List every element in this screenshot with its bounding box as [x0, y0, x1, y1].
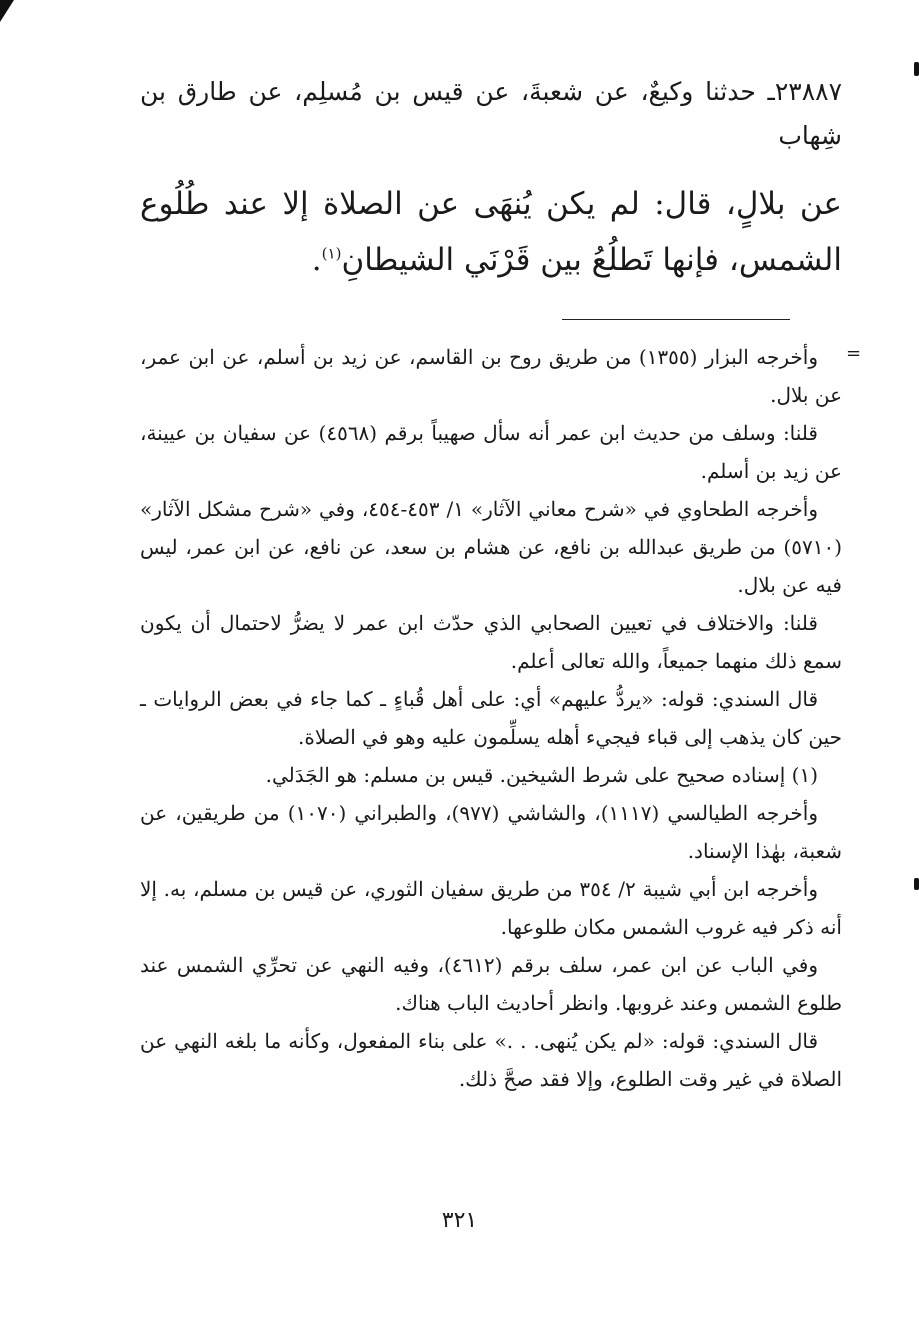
footnote-continuation-mark: = [846, 343, 862, 364]
footnote-paragraph: (١) إسناده صحيح على شرط الشيخين. قيس بن مسلم: هو الجَدَلي. [265, 763, 818, 787]
page-number: ٣٢١ [441, 1208, 478, 1233]
hadith-text [140, 176, 842, 288]
footnote-paragraph: وأخرجه ابن أبي شيبة ٢/ ٣٥٤ من طريق سفيان الثوري، عن قيس بن مسلم، به. إلا أنه ذكر فيه غروب الشمس مكان طلوعها. [140, 877, 842, 939]
footnotes [140, 338, 842, 1098]
footnote-paragraph: قلنا: والاختلاف في تعيين الصحابي الذي حدّث ابن عمر لا يضرُّ لاحتمال أن يكون سمع ذلك منهما جميعاً، والله تعالى أعلم. [140, 611, 842, 673]
hadith-matn-text: عن بلالٍ، قال: لم يكن يُنهَى عن الصلاة إلا عند طُلُوع الشمس، فإنها تَطلُعُ بين قَرْنَي الشيطانِ [140, 186, 842, 278]
footnote-paragraph: وفي الباب عن ابن عمر، سلف برقم (٤٦١٢)، وفيه النهي عن تحرِّي الشمس عند طلوع الشمس وعند غروبها. وانظر أحاديث الباب هناك. [140, 953, 842, 1015]
footnote-reference: (١) [321, 244, 342, 263]
footnote-paragraph: قال السندي: قوله: «لم يكن يُنهى. . .» على بناء المفعول، وكأنه ما بلغه النهي عن الصلاة في غير وقت الطلوع، وإلا فقد صحَّ ذلك. [140, 1029, 842, 1091]
footnote-paragraph: قال السندي: قوله: «يردُّ عليهم» أي: على أهل قُباءٍ ـ كما جاء في بعض الروايات ـ حين كان يذهب إلى قباء فيجيء أهله يسلِّمون عليه وهو في الصلاة. [140, 687, 842, 749]
footnote-separator [562, 319, 790, 320]
edge-scan-mark [914, 878, 919, 890]
footnote-paragraph: وأخرجه الطحاوي في «شرح معاني الآثار» ١/ ٤٥٣-٤٥٤، وفي «شرح مشكل الآثار» (٥٧١٠) من طريق عبدالله بن نافع، عن هشام بن سعد، عن نافع، عن ابن عمر، ليس فيه عن بلال. [140, 497, 842, 597]
footnote-paragraph: قلنا: وسلف من حديث ابن عمر أنه سأل صهيباً برقم (٤٥٦٨) عن سفيان بن عيينة، عن زيد بن أسلم. [140, 421, 842, 483]
hadith-end-mark: . [311, 242, 322, 278]
corner-scan-mark [0, 0, 14, 22]
footnote-paragraph: وأخرجه الطيالسي (١١١٧)، والشاشي (٩٧٧)، والطبراني (١٠٧٠) من طريقين، عن شعبة، بهٰذا الإسناد. [140, 801, 842, 863]
footnote-paragraph: وأخرجه البزار (١٣٥٥) من طريق روح بن القاسم، عن زيد بن أسلم، عن ابن عمر، عن بلال. [140, 345, 842, 407]
hadith-isnad: ٢٣٨٨٧ـ حدثنا وكيعٌ، عن شعبةَ، عن قيس بن مُسلِم، عن طارق بن شِهاب [140, 77, 842, 150]
edge-scan-mark [914, 62, 919, 76]
